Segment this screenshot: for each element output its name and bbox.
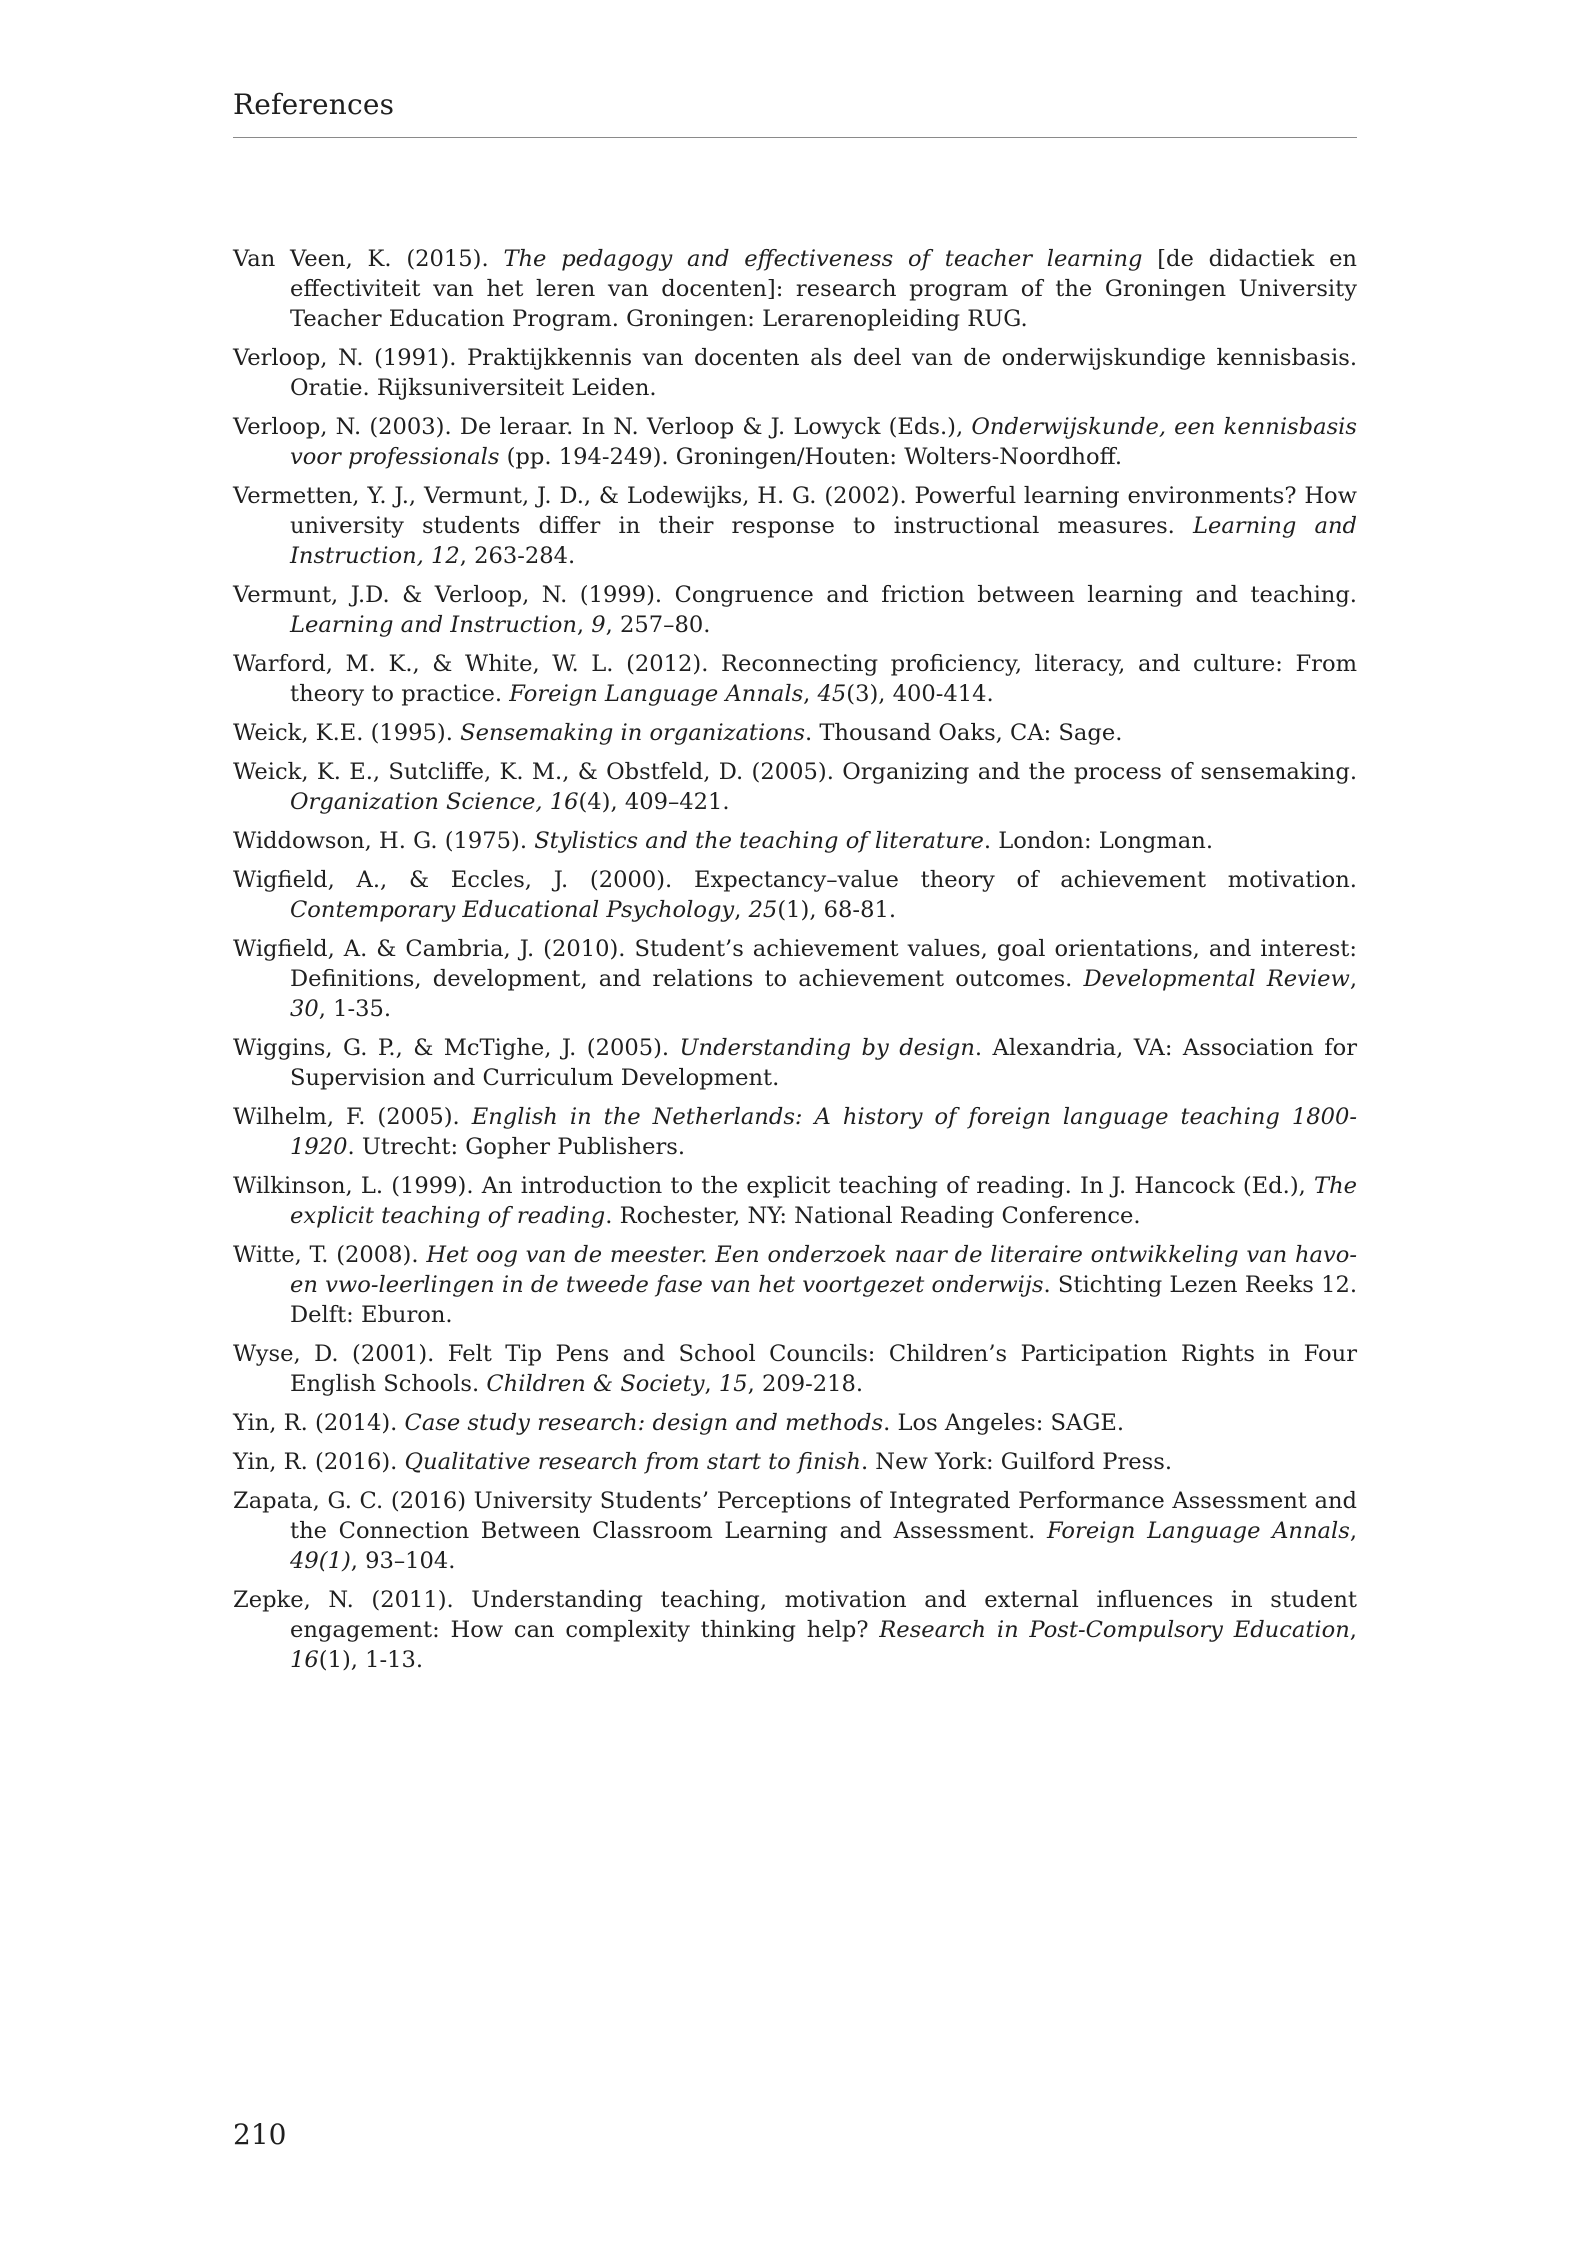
reference-italic-segment: 30 (290, 996, 319, 1022)
reference-text-segment: Vermetten, Y. J., Vermunt, J. D., & Lodewijks, H. G. (2002). Powerful learning environments? How university students differ in their response to instructional measures. (233, 483, 1357, 539)
reference-text-segment: Wigfield, A., & Eccles, J. (2000). Expectancy–value theory of achievement motivation. (233, 867, 1357, 893)
reference-entry-vanveen2015 (233, 244, 1357, 334)
reference-italic-segment: Het oog van de meester. Een onderzoek naar de literaire ontwikkeling van havo- en vwo-leerlingen in de tweede fase van het voortgezet onderwijs (290, 1242, 1357, 1298)
reference-text-segment: Wigfield, A. & Cambria, J. (2010). Student’s achievement values, goal orientations, and interest: Definitions, development, and relations to achievement outcomes. (233, 936, 1357, 992)
reference-text-segment: . Stichting Lezen Reeks 12. Delft: Eburon. (290, 1272, 1357, 1328)
reference-italic-segment: Learning and Instruction (290, 612, 577, 638)
reference-italic-segment: Developmental Review (1083, 966, 1350, 992)
reference-text-segment: , 209-218. (747, 1371, 864, 1397)
reference-text-segment: Wilhelm, F. (2005). (233, 1104, 472, 1130)
reference-entry-widdowson1975 (233, 826, 1357, 856)
reference-text-segment: , (803, 681, 818, 707)
reference-entry-wilhelm2005 (233, 1102, 1357, 1162)
reference-text-segment: . Los Angeles: SAGE. (883, 1410, 1125, 1436)
reference-text-segment: , (1349, 1617, 1357, 1643)
reference-text-segment: , 257–80. (605, 612, 711, 638)
reference-italic-segment: Learning and Instruction, 12 (290, 513, 1357, 569)
reference-italic-segment: 45 (817, 681, 847, 707)
reference-entry-yin2014 (233, 1408, 1357, 1438)
page-number: 210 (233, 2118, 287, 2151)
reference-text-segment: . New York: Guilford Press. (860, 1449, 1173, 1475)
reference-italic-segment: Onderwijskunde, een kennisbasis voor professionals (290, 414, 1357, 470)
reference-entry-yin2016 (233, 1447, 1357, 1477)
reference-entry-wigfield2010 (233, 934, 1357, 1024)
reference-italic-segment: English in the Netherlands: A history of foreign language teaching 1800-1920 (290, 1104, 1357, 1160)
reference-italic-segment: Qualitative research from start to finish (404, 1449, 861, 1475)
reference-text-segment: (4), 409–421. (578, 789, 730, 815)
reference-text-segment: , 93–104. (350, 1548, 456, 1574)
reference-text-segment: Van Veen, K. (2015). (233, 246, 504, 272)
reference-entry-weick1995 (233, 718, 1357, 748)
reference-entry-wilkinson1999 (233, 1171, 1357, 1231)
reference-italic-segment: 25 (748, 897, 778, 923)
reference-entry-witte2008 (233, 1240, 1357, 1330)
reference-text-segment: , (1349, 966, 1357, 992)
reference-entry-weick2005 (233, 757, 1357, 817)
reference-entry-zepke2011 (233, 1585, 1357, 1675)
reference-italic-segment: Foreign Language Annals (509, 681, 804, 707)
reference-italic-segment: Contemporary Educational Psychology (290, 897, 735, 923)
reference-text-segment: (3), 400-414. (846, 681, 994, 707)
reference-entry-verloop1991 (233, 343, 1357, 403)
reference-text-segment: . Thousand Oaks, CA: Sage. (804, 720, 1123, 746)
reference-text-segment: Wyse, D. (2001). Felt Tip Pens and School Councils: Children’s Participation Rights in Four English Schools. (233, 1341, 1357, 1397)
reference-text-segment: Widdowson, H. G. (1975). (233, 828, 535, 854)
reference-text-segment: . Utrecht: Gopher Publishers. (347, 1134, 686, 1160)
reference-text-segment: Yin, R. (2016). (233, 1449, 405, 1475)
reference-text-segment: , 263-284. (459, 543, 576, 569)
reference-text-segment: (1), 1-13. (318, 1647, 424, 1673)
reference-text-segment: Witte, T. (2008). (233, 1242, 427, 1268)
reference-entry-wigfield2000 (233, 865, 1357, 925)
reference-entry-vermunt1999 (233, 580, 1357, 640)
reference-italic-segment: Understanding by design (679, 1035, 975, 1061)
reference-italic-segment: Organization Science, 16 (290, 789, 579, 815)
reference-text-segment: Yin, R. (2014). (233, 1410, 405, 1436)
reference-text-segment: , (1349, 1518, 1357, 1544)
reference-italic-segment: Research in Post-Compulsory Education (879, 1617, 1350, 1643)
reference-entry-zapata2016 (233, 1486, 1357, 1576)
reference-text-segment: , (734, 897, 749, 923)
reference-entry-wyse2001 (233, 1339, 1357, 1399)
reference-italic-segment: The explicit teaching of reading (290, 1173, 1357, 1229)
reference-text-segment: (1), 68-81. (777, 897, 896, 923)
reference-italic-segment: Children & Society (486, 1371, 705, 1397)
reference-text-segment: Verloop, N. (2003). De leraar. In N. Verloop & J. Lowyck (Eds.), (233, 414, 972, 440)
reference-text-segment: , 1-35. (318, 996, 392, 1022)
reference-entry-verloop2003 (233, 412, 1357, 472)
reference-text-segment: Weick, K. E., Sutcliffe, K. M., & Obstfeld, D. (2005). Organizing and the process of sensemaking. (233, 759, 1357, 785)
running-head: References (233, 88, 395, 121)
reference-text-segment: . Alexandria, VA: Association for Supervision and Curriculum Development. (290, 1035, 1357, 1091)
reference-text-segment: , (576, 612, 592, 638)
reference-text-segment: . Rochester, NY: National Reading Conference. (605, 1203, 1141, 1229)
reference-text-segment: Wiggins, G. P., & McTighe, J. (2005). (233, 1035, 680, 1061)
reference-text-segment: Zepke, N. (2011). Understanding teaching, motivation and external influences in student engagement: How can complexity thinking help? (233, 1587, 1357, 1643)
reference-italic-segment: The pedagogy and effectiveness of teacher learning (503, 246, 1143, 272)
reference-text-segment: Wilkinson, L. (1999). An introduction to the explicit teaching of reading. In J. Hancock (Ed.), (233, 1173, 1314, 1199)
reference-italic-segment: Stylistics and the teaching of literature (534, 828, 984, 854)
reference-italic-segment: 15 (718, 1371, 748, 1397)
reference-entry-vermetten2002 (233, 481, 1357, 571)
reference-italic-segment: Sensemaking in organizations (460, 720, 805, 746)
reference-italic-segment: 16 (290, 1647, 319, 1673)
reference-entry-warford2012 (233, 649, 1357, 709)
header-divider (233, 137, 1357, 138)
reference-italic-segment: 9 (591, 612, 606, 638)
reference-text-segment: (pp. 194-249). Groningen/Houten: Wolters-Noordhoff. (499, 444, 1123, 470)
reference-text-segment: Weick, K.E. (1995). (233, 720, 461, 746)
reference-text-segment: Warford, M. K., & White, W. L. (2012). Reconnecting proficiency, literacy, and culture: From theory to practice. (233, 651, 1357, 707)
reference-text-segment: . London: Longman. (983, 828, 1214, 854)
reference-text-segment: , (704, 1371, 719, 1397)
reference-text-segment: [de didactiek en effectiviteit van het leren van docenten]: research program of the Groningen University Teacher Education Program. Groningen: Lerarenopleiding RUG. (290, 246, 1357, 332)
reference-list (233, 244, 1357, 1684)
reference-text-segment: Verloop, N. (1991). Praktijkkennis van docenten als deel van de onderwijskundige kennisbasis. Oratie. Rijksuniversiteit Leiden. (233, 345, 1357, 401)
reference-entry-wiggins2005 (233, 1033, 1357, 1093)
reference-italic-segment: 49(1) (290, 1548, 351, 1574)
reference-text-segment: Zapata, G. C. (2016) University Students’ Perceptions of Integrated Performance Assessment and the Connection Between Classroom Learning and Assessment. (233, 1488, 1357, 1544)
reference-italic-segment: Foreign Language Annals (1046, 1518, 1350, 1544)
reference-text-segment: Vermunt, J.D. & Verloop, N. (1999). Congruence and friction between learning and teaching. (233, 582, 1357, 608)
reference-italic-segment: Case study research: design and methods (404, 1410, 884, 1436)
